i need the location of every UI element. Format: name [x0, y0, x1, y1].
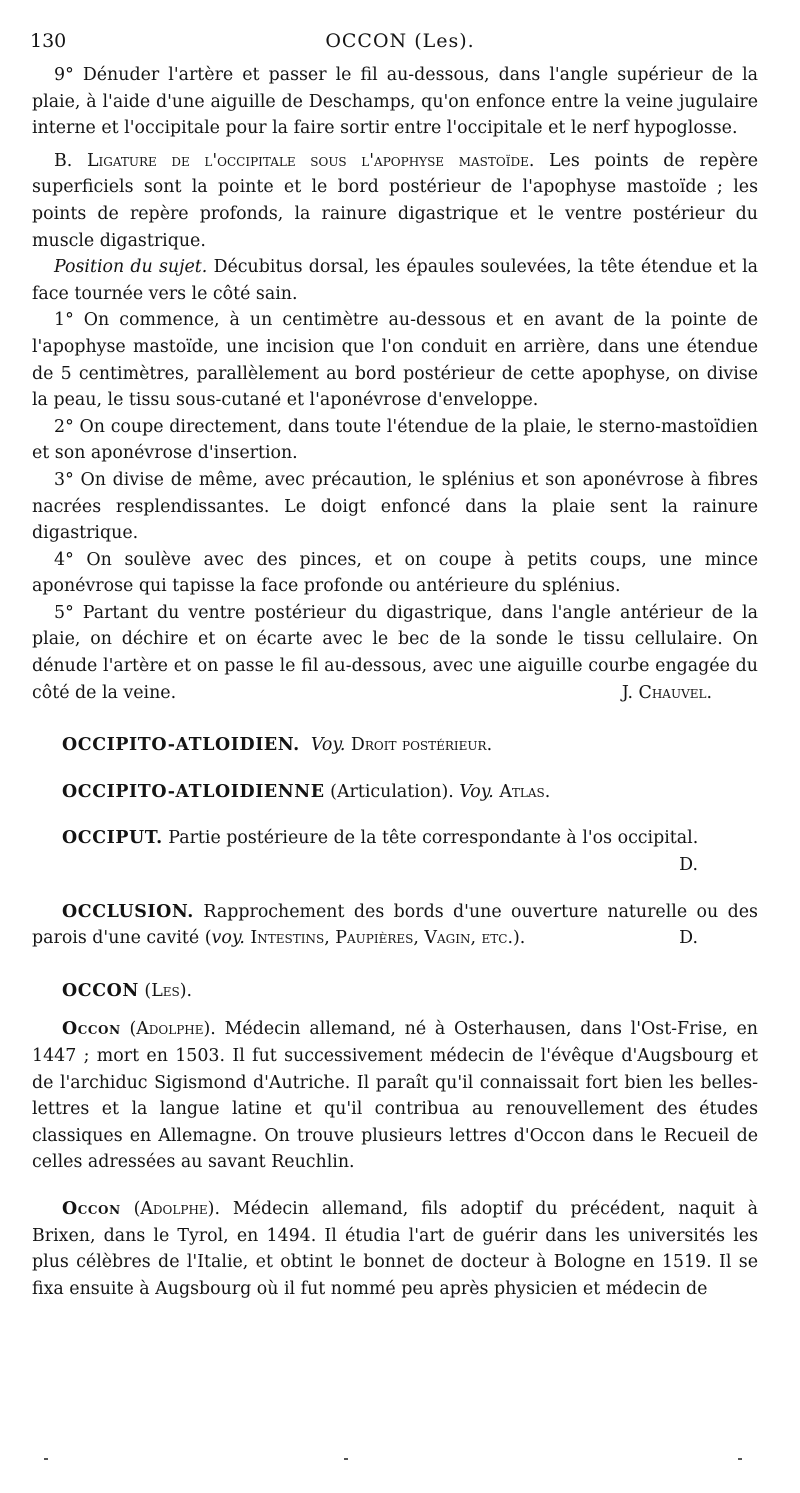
step-5-paragraph — [32, 600, 758, 706]
entry-text: (Les). — [138, 980, 193, 1001]
entry-term: OCCIPITO-ATLOIDIENNE — [62, 781, 325, 802]
position-text: Décubitus dorsal, les épaules soulevées, la tête étendue et la face tournée vers le côté sain. — [32, 257, 758, 304]
entry-occlusion — [32, 899, 758, 952]
see-reference: Voy. — [310, 735, 346, 756]
entry-text-2: Intestins, Paupières, Vagin, etc.). — [244, 928, 526, 949]
step-4-paragraph: 4° On soulève avec des pinces, et on coupe à petits coups, une mince aponévrose qui tapisse la face profonde ou antérieure du splénius. — [32, 549, 758, 597]
entry-text: Partie postérieure de la tête correspondante à l'os occipital. — [162, 828, 699, 849]
entry-text: Droit postérieur. — [345, 735, 493, 756]
step-3-paragraph: 3° On divise de même, avec précaution, le splénius et son aponévrose à fibres nacrées resplendissantes. Le doigt enfoncé dans la plaie sent la rainure digastrique. — [32, 469, 758, 544]
entry-term: OCCON — [62, 980, 139, 1001]
step-5-text: 5° Partant du ventre postérieur du digastrique, dans l'angle antérieur de la plaie, on déchire et on écarte avec le bec de la sonde le tissu cellulaire. On dénude l'artère et on passe le fil au-dessous, avec une aiguille courbe engagée du côté de la veine. — [32, 602, 758, 703]
entry-occon — [32, 978, 758, 1005]
entry-occipito-atloidienne — [32, 779, 758, 806]
running-title: OCCON (Les). — [325, 30, 475, 52]
footer-marks — [44, 1458, 744, 1462]
bio-name: Occon — [62, 1019, 121, 1040]
entry-gap — [300, 735, 311, 755]
step-2-paragraph: 2° On coupe directement, dans toute l'étendue de la plaie, le sterno-mastoïdien et son aponévrose d'insertion. — [32, 416, 758, 464]
entry-occiput — [32, 825, 758, 852]
footer-dot — [738, 1458, 742, 1460]
author-signature: J. Chauvel. — [621, 682, 712, 703]
entry-term: OCCIPUT. — [62, 828, 163, 849]
step-1-paragraph: 1° On commence, à un centimètre au-dessous et en avant de la pointe de l'apophyse mastoïde, une incision que l'on conduit en arrière, dans une étendue de 5 centimètres, parallèlement au bord postérieur de cette apophyse, on divise la peau, le tissu sous-cutané et l'aponévrose d'enveloppe. — [32, 310, 758, 411]
entry-text-2: Atlas. — [493, 781, 551, 802]
bio-text: Médecin allemand, né à Osterhausen, dans l'Ost-Frise, en 1447 ; mort en 1503. Il fut successivement médecin de l'évêque d'Augsbourg et de l'archiduc Sigismond d'Autriche. Il paraît qu'il connaissait fort bien les belles-lettres et la langue latine et qu'il contribua au renouvellement des études classiques en Allemagne. On trouve plusieurs lettres d'Occon dans le Recueil de celles adressées au savant Reuchlin. — [32, 1019, 758, 1173]
step-9-paragraph: 9° Dénuder l'artère et passer le fil au-dessous, dans l'angle supérieur de la plaie, à l'aide d'une aiguille de Deschamps, qu'on enfonce entre la veine jugulaire interne et l'occipitale pour la faire sortir entre l'occipitale et le nerf hypoglosse. — [32, 65, 758, 139]
bio-name: Occon — [62, 1198, 121, 1219]
footer-dot — [344, 1458, 348, 1460]
section-intro: Les points de repère superficiels sont la pointe et le bord postérieur de l'apophyse mastoïde ; les points de repère profonds, la rainure digastrique et le ventre postérieur du muscle digastrique. — [32, 150, 758, 251]
entry-occipito-atloidien — [32, 732, 758, 759]
entry-text: (Articulation). — [324, 781, 460, 802]
page-header — [30, 30, 770, 58]
entry-term: OCCIPITO-ATLOIDIEN. — [62, 735, 300, 756]
entry-term: OCCLUSION. — [62, 901, 194, 922]
entry-text: Rapprochement des bords d'une ouverture naturelle ou des parois d'une cavité ( — [32, 901, 758, 949]
section-heading: B. Ligature de l'occipitale sous l'apophyse mastoïde. — [54, 150, 535, 171]
bio-occon-2 — [32, 1196, 758, 1302]
see-reference: voy. — [211, 928, 245, 949]
ligature-b-paragraph — [32, 148, 758, 254]
bio-occon-1 — [32, 1016, 758, 1176]
position-paragraph — [32, 254, 758, 307]
page-body — [32, 62, 758, 1302]
occlusion-signature: D. — [679, 928, 698, 949]
occiput-signature: D. — [679, 855, 698, 876]
bio-text: Médecin allemand, fils adoptif du précédent, naquit à Brixen, dans le Tyrol, en 1494. Il étudia l'art de guérir dans les universités les plus célèbres de l'Italie, et obtint le bonnet de docteur à Bologne en 1519. Il se fixa ensuite à Augsbourg où il fut nommé peu après physicien et médecin de — [32, 1198, 758, 1299]
position-label: Position du sujet. — [54, 257, 208, 278]
see-reference: Voy. — [459, 781, 494, 802]
page-number: 130 — [30, 30, 67, 52]
bio-given-name: (Adolphe). — [120, 1019, 216, 1040]
footer-dot — [44, 1458, 48, 1460]
bio-given-name: (Adolphe). — [120, 1198, 220, 1219]
